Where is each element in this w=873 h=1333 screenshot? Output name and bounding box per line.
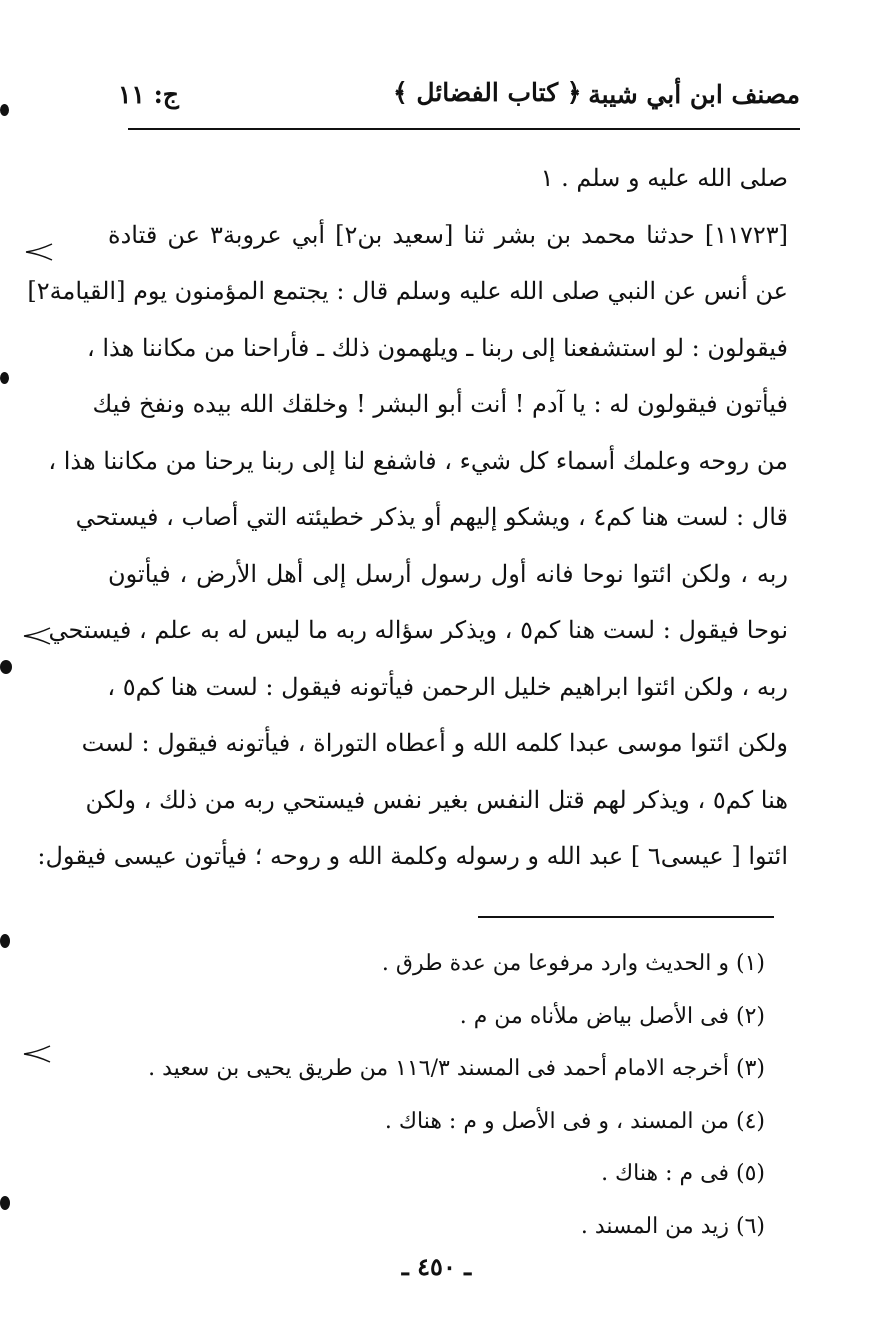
scan-dot	[0, 104, 9, 116]
footnote: (٣) أخرجه الامام أحمد فى المسند ١١٦/٣ من طريق يحيى بن سعيد .	[148, 1056, 765, 1081]
text-line: ربه ، ولكن ائتوا نوحا فانه أول رسول أرسل إلى أهل الأرض ، فيأتون	[108, 559, 788, 588]
main-text	[27, 150, 789, 885]
footnotes	[148, 938, 765, 1253]
text-line: فيقولون : لو استشفعنا إلى ربنا ـ ويلهمون ذلك ـ فأراحنا من مكاننا هذا ،	[86, 333, 788, 362]
scan-dot	[0, 660, 12, 674]
footnote: (٢) فى الأصل بياض ملأناه من م .	[459, 1003, 765, 1029]
footnote: (٥) فى م : هناك .	[601, 1161, 765, 1186]
running-header	[118, 72, 800, 120]
scan-dot	[0, 934, 10, 948]
footnote: (٤) من المسند ، و فى الأصل و م : هناك .	[384, 1108, 765, 1134]
text-line: من روحه وعلمك أسماء كل شيء ، فاشفع لنا إلى ربنا يرحنا من مكاننا هذا ،	[48, 446, 788, 475]
text-line: [١١٧٢٣] حدثنا محمد بن بشر ثنا [سعيد بن٢] أبي عروبة٣ عن قتادة	[108, 220, 789, 249]
text-line: هنا كم٥ ، ويذكر لهم قتل النفس بغير نفس فيستحي ربه من ذلك ، ولكن	[85, 785, 788, 814]
book-title: مصنف ابن أبي شيبة	[588, 80, 800, 109]
text-line: ربه ، ولكن ائتوا ابراهيم خليل الرحمن فيأتونه فيقول : لست هنا كم٥ ،	[107, 672, 788, 701]
footnote-divider	[478, 916, 774, 918]
binder-mark	[22, 624, 52, 648]
binder-mark	[24, 240, 54, 264]
header-divider	[128, 128, 800, 130]
text-line: عن أنس عن النبي صلى الله عليه وسلم قال : يجتمع المؤمنون يوم [القيامة٢]	[27, 277, 788, 305]
text-line: نوحا فيقول : لست هنا كم٥ ، ويذكر سؤاله ربه ما ليس له به علم ، فيستحي	[48, 616, 788, 644]
text-line: ولكن ائتوا موسى عبدا كلمه الله و أعطاه التوراة ، فيأتونه فيقول : لست	[81, 729, 788, 757]
binder-mark	[22, 1042, 52, 1066]
section-title: ﴿ كتاب الفضائل ﴾	[393, 78, 582, 107]
footnote: (١) و الحديث وارد مرفوعا من عدة طرق .	[381, 951, 765, 976]
text-line: قال : لست هنا كم٤ ، ويشكو إليهم أو يذكر خطيئته التي أصاب ، فيستحي	[75, 503, 788, 531]
scan-dot	[0, 372, 9, 384]
volume-number: ج: ١١	[118, 80, 179, 109]
page-number: ـ ٤٥٠ ـ	[401, 1252, 472, 1281]
text-line: صلى الله عليه و سلم . ١	[540, 164, 788, 192]
scan-dot	[0, 1196, 10, 1210]
text-line: فيأتون فيقولون له : يا آدم ! أنت أبو البشر ! وخلقك الله بيده ونفخ فيك	[92, 390, 788, 418]
text-line: ائتوا [ عيسى٦ ] عبد الله و رسوله وكلمة الله و روحه ؛ فيأتون عيسى فيقول:	[37, 842, 788, 870]
footnote: (٦) زيد من المسند .	[580, 1213, 765, 1239]
